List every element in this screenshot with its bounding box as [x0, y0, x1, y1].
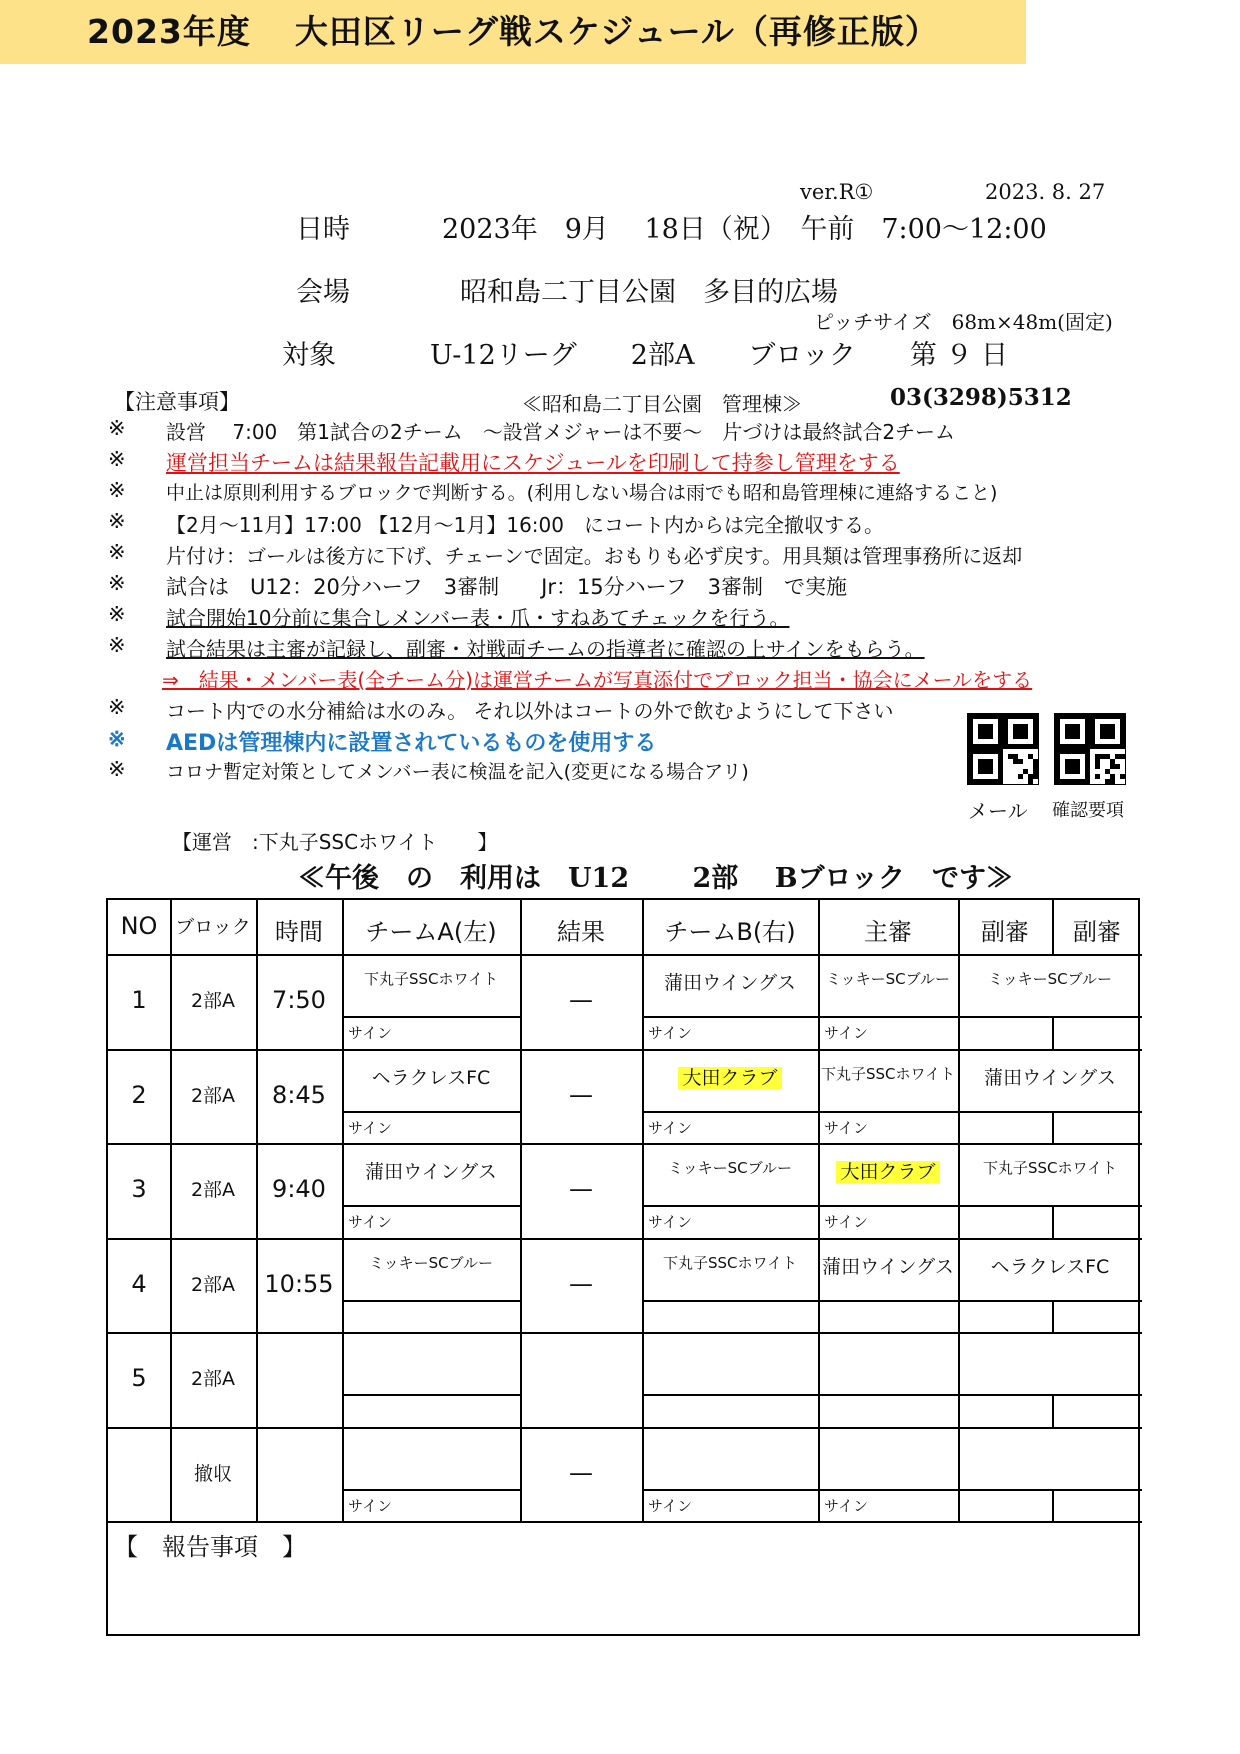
sign-label: サイン [824, 1024, 868, 1042]
teamB-name: 下丸子SSCホワイト [662, 1253, 798, 1272]
confirm-qr-icon[interactable] [1054, 713, 1126, 785]
row-result: — [569, 1080, 593, 1109]
note-item: 試合は U12：20分ハーフ 3審制 Jr：15分ハーフ 3審制 で実施 [166, 575, 847, 599]
header-6: 主審 [864, 918, 912, 946]
qr-module [1095, 774, 1100, 779]
note-mark: ※ [108, 633, 126, 657]
teamB-name: 大田クラブ [678, 1067, 781, 1089]
qr-finder [1065, 724, 1080, 739]
schedule-table [106, 898, 1140, 1636]
row-assistant: ヘラクレスFC [990, 1255, 1110, 1278]
referee-name: 下丸子SSCホワイト [820, 1064, 956, 1083]
table-rule [958, 1016, 1142, 1018]
table-rule [1052, 1300, 1054, 1333]
table-rule [1052, 1205, 1054, 1238]
table-rule [642, 1394, 958, 1396]
sign-label: サイン [648, 1024, 692, 1042]
afternoon-notice: ≪午後 の 利用は U12 2部 Bブロック です≫ [298, 863, 1013, 894]
row-teamA: ミッキーSCブルー [368, 1253, 494, 1272]
table-rule [108, 1238, 1142, 1240]
table-rule [342, 1016, 520, 1018]
venue-label: 会場 [296, 277, 350, 308]
table-rule [1052, 1394, 1054, 1427]
qr-module [1028, 779, 1033, 784]
sign-label: サイン [824, 1213, 868, 1231]
row-result: — [569, 1269, 593, 1298]
header-8: 副審 [1073, 918, 1121, 946]
note-item: 運営担当チームは結果報告記載用にスケジュールを印刷して持参し管理をする [166, 451, 900, 475]
qr-module [1033, 774, 1038, 779]
table-rule [108, 954, 1142, 956]
note-item: 設営 7:00 第1試合の2チーム ～設営メジャーは不要～ 片づけは最終試合2チーム [166, 420, 956, 444]
table-rule [108, 1521, 1142, 1523]
table-rule [642, 1205, 958, 1207]
table-rule [342, 1111, 520, 1113]
row-assistant: 下丸子SSCホワイト [982, 1159, 1118, 1177]
qr-finder [978, 724, 993, 739]
qr-finder [1065, 759, 1080, 774]
note-mark: ※ [108, 757, 126, 781]
note-item: コート内での水分補給は水のみ。 それ以外はコートの外で飲むようにして下さい [166, 699, 894, 723]
qr-finder [1013, 724, 1028, 739]
row-referee [818, 1252, 958, 1279]
qr-module [1120, 754, 1125, 759]
qr-finder [978, 759, 993, 774]
note-mark: ※ [108, 726, 126, 751]
header-2: 時間 [275, 918, 323, 946]
notes-heading: 【注意事項】 [114, 390, 240, 414]
row-time: 9:40 [272, 1175, 326, 1203]
note-item: 中止は原則利用するブロックで判断する。(利用しない場合は雨でも昭和島管理棟に連絡すること) [166, 482, 998, 504]
note-mark: ※ [108, 571, 126, 595]
referee-name: 蒲田ウイングス [822, 1255, 954, 1278]
teamB-name: 蒲田ウイングス [664, 972, 796, 994]
sign-label: サイン [824, 1118, 868, 1137]
note-mark: ※ [108, 540, 126, 564]
row-teamA: 下丸子SSCホワイト [363, 970, 499, 988]
header-4: 結果 [557, 918, 605, 946]
row-assistant: ミッキーSCブルー [987, 970, 1113, 988]
note-item: AEDは管理棟内に設置されているものを使用する [166, 731, 657, 756]
row-assistant: 蒲田ウイングス [984, 1066, 1116, 1089]
note-item: コロナ暫定対策としてメンバー表に検温を記入(変更になる場合アリ) [166, 761, 749, 783]
row-no: 2 [131, 1080, 147, 1109]
sign-label: サイン [648, 1118, 692, 1137]
row-teamB [642, 1063, 818, 1090]
datetime-label: 日時 [296, 214, 350, 245]
target-value: U-12リーグ 2部A ブロック 第 ９ 日 [430, 340, 1009, 371]
target-label: 対象 [282, 340, 336, 371]
report-heading: 【 報告事項 】 [114, 1533, 306, 1561]
row-block: 撤収 [193, 1462, 232, 1485]
table-rule [958, 1394, 1142, 1396]
note-mark: ※ [108, 509, 126, 533]
row-result: — [569, 1175, 593, 1203]
table-rule [958, 1205, 1142, 1207]
table-rule [1052, 1489, 1054, 1522]
qr-mail-label: メール [968, 799, 1028, 823]
mail-qr-icon[interactable] [967, 713, 1039, 785]
qr-finder [1100, 724, 1115, 739]
header-5: チームB(右) [664, 918, 796, 946]
table-rule [642, 1111, 958, 1113]
note-mark: ※ [108, 416, 126, 440]
note-mark: ※ [108, 478, 126, 502]
pitch-size: ピッチサイズ 68m×48m(固定) [814, 310, 1113, 334]
note-item: ⇒ 結果・メンバー表(全チーム分)は運営チームが写真添付でブロック担当・協会にメールをする [162, 668, 1033, 692]
table-rule [1052, 900, 1054, 954]
sign-label: サイン [648, 1496, 692, 1515]
qr-module [1095, 764, 1100, 769]
sign-label: サイン [348, 1213, 392, 1231]
title-year: 2023年度 [87, 12, 251, 51]
table-rule [108, 1143, 1142, 1145]
row-no: 1 [131, 986, 147, 1014]
title-main: 大田区リーグ戦スケジュール（再修正版） [294, 12, 939, 51]
office-phone: 03(3298)5312 [890, 384, 1072, 411]
qr-module [1115, 764, 1120, 769]
note-mark: ※ [108, 695, 126, 719]
document-title [0, 0, 1026, 64]
table-rule [958, 1489, 1142, 1491]
version-label: ver.R① [800, 180, 874, 204]
table-rule [1052, 1111, 1054, 1144]
sign-label: サイン [648, 1213, 692, 1231]
table-rule [1052, 1016, 1054, 1049]
header-3: チームA(左) [365, 918, 497, 946]
table-rule [342, 1300, 520, 1302]
qr-module [1018, 759, 1023, 764]
row-block: 2部A [190, 990, 236, 1012]
note-item: 試合結果は主審が記録し、副審・対戦両チームの指導者に確認の上サインをもらう。 [166, 637, 925, 661]
sign-label: サイン [348, 1024, 392, 1042]
qr-module [1018, 774, 1023, 779]
row-no: 3 [131, 1175, 147, 1203]
table-rule [642, 1300, 958, 1302]
note-mark: ※ [108, 447, 126, 471]
office-name: ≪昭和島二丁目公園 管理棟≫ [522, 392, 802, 416]
date-stamp: 2023. 8. 27 [985, 180, 1106, 204]
row-no: 4 [131, 1269, 147, 1298]
datetime-value: 2023年 9月 18日（祝） 午前 7:00〜12:00 [442, 214, 1047, 245]
referee-name: 大田クラブ [836, 1161, 939, 1183]
row-no: 5 [131, 1364, 147, 1392]
row-teamA: 蒲田ウイングス [365, 1161, 497, 1183]
note-item: 試合開始10分前に集合しメンバー表・爪・すねあてチェックを行う。 [166, 606, 790, 630]
table-rule [108, 1427, 1142, 1429]
row-referee [818, 1157, 958, 1184]
table-rule [642, 1489, 958, 1491]
table-rule [342, 1205, 520, 1207]
row-teamB [642, 1252, 818, 1273]
header-1: ブロック [175, 916, 251, 938]
operator-label: 【運営 :下丸子SSCホワイト 】 [172, 830, 498, 854]
venue-value: 昭和島二丁目公園 多目的広場 [460, 277, 838, 308]
table-rule [958, 1300, 1142, 1302]
table-rule [342, 1489, 520, 1491]
header-7: 副審 [981, 918, 1029, 946]
table-rule [108, 1049, 1142, 1051]
row-block: 2部A [190, 1084, 236, 1107]
table-rule [642, 1016, 958, 1018]
note-item: 片付け：ゴールは後方に下げ、チェーンで固定。おもりも必ず戻す。用具類は管理事務所に返却 [166, 544, 1023, 568]
sign-label: サイン [348, 1496, 392, 1515]
row-referee [818, 1063, 958, 1084]
note-item: 【2月〜11月】17:00 【12月〜1月】16:00 にコート内からは完全撤収する。 [166, 513, 884, 537]
referee-name: ミッキーSCブルー [825, 970, 951, 988]
row-time: 7:50 [272, 986, 326, 1014]
note-mark: ※ [108, 602, 126, 626]
sign-label: サイン [348, 1118, 392, 1137]
row-teamB [642, 968, 818, 995]
row-referee [818, 968, 958, 989]
row-time: 8:45 [272, 1080, 326, 1109]
row-result: — [569, 1458, 593, 1487]
row-block: 2部A [190, 1273, 236, 1296]
qr-module [1110, 779, 1115, 784]
teamB-name: ミッキーSCブルー [667, 1159, 793, 1177]
row-block: 2部A [190, 1179, 236, 1201]
row-block: 2部A [190, 1368, 236, 1390]
row-result: — [569, 986, 593, 1014]
sign-label: サイン [824, 1496, 868, 1515]
table-rule [342, 1394, 520, 1396]
header-0: NO [120, 912, 158, 940]
row-teamA: ヘラクレスFC [371, 1066, 491, 1089]
qr-module [1120, 774, 1125, 779]
row-teamB [642, 1157, 818, 1178]
row-time: 10:55 [264, 1269, 334, 1298]
table-rule [958, 1111, 1142, 1113]
qr-confirm-label: 確認要項 [1052, 800, 1124, 821]
table-rule [108, 1332, 1142, 1334]
